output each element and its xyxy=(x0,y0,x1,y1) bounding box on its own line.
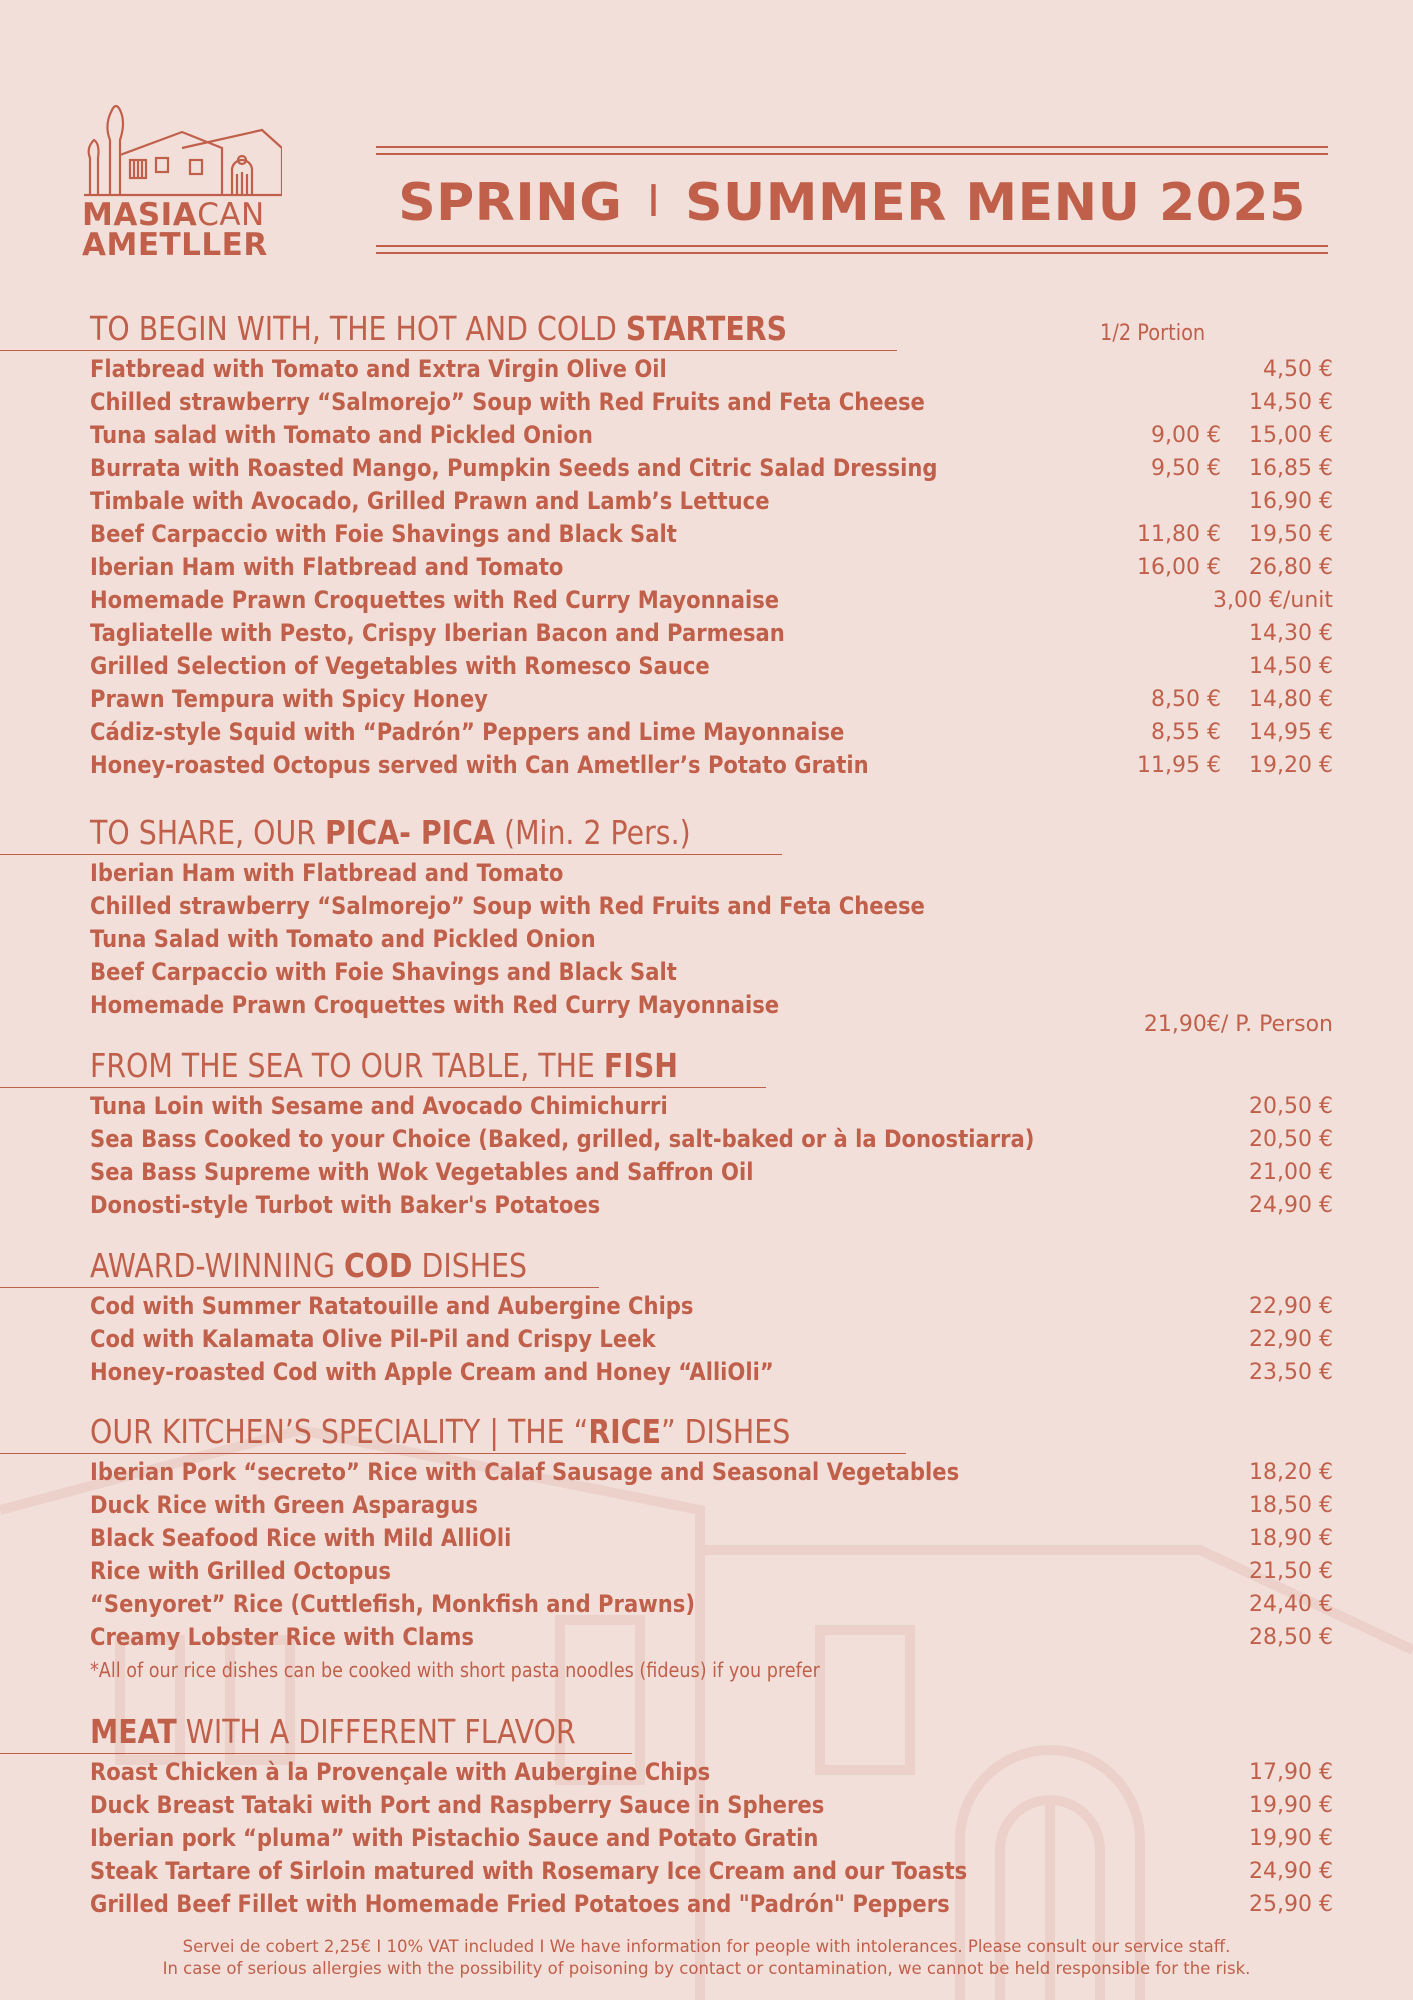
section-title-rice xyxy=(90,1412,790,1452)
section-title-text: TO SHARE, OUR xyxy=(90,813,326,852)
menu-item-row xyxy=(0,1323,1413,1356)
full-price: 16,85 € xyxy=(1249,456,1333,481)
dish-name: Timbale with Avocado, Grilled Prawn and Lamb’s Lettuce xyxy=(90,487,770,515)
dish-name: Beef Carpaccio with Foie Shavings and Black Salt xyxy=(90,958,677,986)
title-rule-bottom xyxy=(376,245,1328,247)
half-portion-price: 9,00 € xyxy=(1151,423,1221,448)
section-title-text: TO BEGIN WITH, THE HOT AND COLD xyxy=(90,309,626,348)
menu-item-row xyxy=(0,353,1413,386)
menu-item-row xyxy=(0,386,1413,419)
menu-item-row xyxy=(0,1888,1413,1921)
section-rule xyxy=(0,1753,632,1754)
dish-name: Iberian Ham with Flatbread and Tomato xyxy=(90,859,564,887)
footer-line-2: In case of serious allergies with the possibility of poisoning by contact or contamination, we cannot be held responsible for the risk. xyxy=(162,1959,1251,1978)
menu-item-row xyxy=(0,518,1413,551)
full-price: 20,50 € xyxy=(1249,1127,1333,1152)
title-rule-top xyxy=(376,146,1328,148)
dish-name: Roast Chicken à la Provençale with Aubergine Chips xyxy=(90,1758,711,1786)
menu-item-row xyxy=(0,1456,1413,1489)
dish-name: Flatbread with Tomato and Extra Virgin Olive Oil xyxy=(90,355,667,383)
dish-name: Grilled Beef Fillet with Homemade Fried Potatoes and "Padrón" Peppers xyxy=(90,1890,950,1918)
full-price: 18,90 € xyxy=(1249,1526,1333,1551)
section-title-bold: PICA- PICA xyxy=(325,813,495,852)
logo-wordmark xyxy=(82,197,292,263)
section-title-cod xyxy=(90,1246,527,1286)
menu-item-row xyxy=(0,1290,1413,1323)
menu-item-row xyxy=(0,857,1413,890)
dish-name: Grilled Selection of Vegetables with Romesco Sauce xyxy=(90,652,710,680)
section-title-text-2: ” DISHES xyxy=(660,1412,791,1451)
section-title-pica-pica xyxy=(90,813,691,853)
dish-name: Chilled strawberry “Salmorejo” Soup with Red Fruits and Feta Cheese xyxy=(90,892,925,920)
dish-name: Steak Tartare of Sirloin matured with Rosemary Ice Cream and our Toasts xyxy=(90,1857,968,1885)
section-pica-pica xyxy=(0,813,1413,1037)
section-title-text-2: (Min. 2 Pers.) xyxy=(494,813,691,852)
dish-name: Cod with Summer Ratatouille and Aubergine Chips xyxy=(90,1292,694,1320)
dish-name: Homemade Prawn Croquettes with Red Curry Mayonnaise xyxy=(90,586,780,614)
full-price: 18,50 € xyxy=(1249,1493,1333,1518)
section-rice xyxy=(0,1412,1413,1686)
dish-name: Beef Carpaccio with Foie Shavings and Black Salt xyxy=(90,520,677,548)
dish-name: Iberian pork “pluma” with Pistachio Sauce and Potato Gratin xyxy=(90,1824,819,1852)
section-cod xyxy=(0,1246,1413,1389)
full-price: 3,00 €/unit xyxy=(1212,588,1333,613)
footer-notes xyxy=(0,1936,1413,1980)
full-price: 25,90 € xyxy=(1249,1892,1333,1917)
menu-item-row xyxy=(0,1621,1413,1654)
title-part-1: SPRING xyxy=(398,173,623,233)
menu-item-row xyxy=(0,683,1413,716)
menu-item-row xyxy=(0,1822,1413,1855)
logo-word-masia: MASIA xyxy=(82,197,198,233)
section-title-text: AWARD-WINNING xyxy=(90,1246,344,1285)
dish-name: Sea Bass Cooked to your Choice (Baked, grilled, salt-baked or à la Donostiarra) xyxy=(90,1125,1035,1153)
full-price: 16,90 € xyxy=(1249,489,1333,514)
menu-item-row xyxy=(0,650,1413,683)
full-price: 14,80 € xyxy=(1249,687,1333,712)
full-price: 19,20 € xyxy=(1249,753,1333,778)
dish-name: Iberian Ham with Flatbread and Tomato xyxy=(90,553,564,581)
dish-name: Iberian Pork “secreto” Rice with Calaf Sausage and Seasonal Vegetables xyxy=(90,1458,960,1486)
title-rule-bottom-2 xyxy=(376,252,1328,254)
section-title-bold: STARTERS xyxy=(625,309,788,348)
section-title-bold: MEAT xyxy=(90,1712,177,1751)
dish-name: Honey-roasted Cod with Apple Cream and Honey “AlliOli” xyxy=(90,1358,774,1386)
menu-item-row xyxy=(0,890,1413,923)
menu-item-row xyxy=(0,1588,1413,1621)
dish-name: Homemade Prawn Croquettes with Red Curry Mayonnaise xyxy=(90,991,780,1019)
full-price: 26,80 € xyxy=(1249,555,1333,580)
section-rule xyxy=(0,854,782,855)
section-meat xyxy=(0,1712,1413,1921)
menu-item-row xyxy=(0,956,1413,989)
menu-item-row xyxy=(0,716,1413,749)
full-price: 14,95 € xyxy=(1249,720,1333,745)
dish-name: “Senyoret” Rice (Cuttlefish, Monkfish and Prawns) xyxy=(90,1590,695,1618)
dish-name: Cádiz-style Squid with “Padrón” Peppers and Lime Mayonnaise xyxy=(90,718,845,746)
section-title-fish xyxy=(90,1046,678,1086)
full-price: 14,50 € xyxy=(1249,390,1333,415)
dish-name: Donosti-style Turbot with Baker's Potatoes xyxy=(90,1191,601,1219)
cod-list xyxy=(0,1290,1413,1389)
section-title-bold: FISH xyxy=(603,1046,679,1085)
full-price: 21,00 € xyxy=(1249,1160,1333,1185)
section-title-text: WITH A DIFFERENT FLAVOR xyxy=(176,1712,576,1751)
dish-name: Black Seafood Rice with Mild AlliOli xyxy=(90,1524,512,1552)
dish-name: Prawn Tempura with Spicy Honey xyxy=(90,685,488,713)
full-price: 17,90 € xyxy=(1249,1760,1333,1785)
menu-item-row xyxy=(0,485,1413,518)
full-price: 20,50 € xyxy=(1249,1094,1333,1119)
menu-title-block xyxy=(376,146,1328,259)
section-title-text-2: DISHES xyxy=(412,1246,528,1285)
menu-item-row xyxy=(0,749,1413,782)
full-price: 21,50 € xyxy=(1249,1559,1333,1584)
section-title-meat xyxy=(90,1712,576,1752)
full-price: 24,90 € xyxy=(1249,1859,1333,1884)
farmhouse-logo-icon xyxy=(82,100,282,198)
full-price: 19,90 € xyxy=(1249,1793,1333,1818)
rice-note: *All of our rice dishes can be cooked with short pasta noodles (fideus) if you prefer xyxy=(90,1658,820,1682)
title-part-2: SUMMER MENU 2025 xyxy=(685,173,1306,233)
full-price: 28,50 € xyxy=(1249,1625,1333,1650)
section-title-text: OUR KITCHEN’S SPECIALITY | THE “ xyxy=(90,1412,589,1451)
menu-item-row xyxy=(0,1189,1413,1222)
menu-item-row xyxy=(0,419,1413,452)
dish-name: Rice with Grilled Octopus xyxy=(90,1557,392,1585)
masia-can-ametller-logo xyxy=(82,100,292,263)
section-title-starters xyxy=(90,309,787,349)
full-price: 24,90 € xyxy=(1249,1193,1333,1218)
title-separator: I xyxy=(646,176,661,227)
section-title-bold: RICE xyxy=(588,1412,661,1451)
logo-word-ametller: AMETLLER xyxy=(82,227,268,263)
full-price: 23,50 € xyxy=(1249,1360,1333,1385)
pica-pica-list xyxy=(0,857,1413,1022)
section-rule xyxy=(0,1287,599,1288)
menu-item-row xyxy=(0,617,1413,650)
full-price: 22,90 € xyxy=(1249,1327,1333,1352)
menu-item-row xyxy=(0,584,1413,617)
dish-name: Tuna salad with Tomato and Pickled Onion xyxy=(90,421,593,449)
full-price: 19,90 € xyxy=(1249,1826,1333,1851)
meat-list xyxy=(0,1756,1413,1921)
dish-name: Chilled strawberry “Salmorejo” Soup with Red Fruits and Feta Cheese xyxy=(90,388,925,416)
menu-item-row xyxy=(0,1555,1413,1588)
menu-item-row xyxy=(0,1855,1413,1888)
section-rule xyxy=(0,350,897,351)
menu-item-row xyxy=(0,1356,1413,1389)
dish-name: Duck Breast Tataki with Port and Raspberry Sauce in Spheres xyxy=(90,1791,825,1819)
menu-title xyxy=(376,173,1328,233)
footer-line-1: Servei de cobert 2,25€ I 10% VAT included I We have information for people with intolerances. Please consult our service staff. xyxy=(182,1937,1231,1956)
full-price: 19,50 € xyxy=(1249,522,1333,547)
full-price: 14,30 € xyxy=(1249,621,1333,646)
dish-name: Honey-roasted Octopus served with Can Ametller’s Potato Gratin xyxy=(90,751,869,779)
section-title-text: FROM THE SEA TO OUR TABLE, THE xyxy=(90,1046,604,1085)
full-price: 24,40 € xyxy=(1249,1592,1333,1617)
menu-item-row xyxy=(0,1156,1413,1189)
menu-item-row xyxy=(0,1789,1413,1822)
half-portion-price: 8,55 € xyxy=(1151,720,1221,745)
section-fish xyxy=(0,1046,1413,1222)
section-starters xyxy=(0,309,1413,782)
menu-item-row xyxy=(0,1522,1413,1555)
pica-pica-price: 21,90€/ P. Person xyxy=(1143,1012,1333,1037)
menu-item-row xyxy=(0,923,1413,956)
title-rule-top-2 xyxy=(376,153,1328,155)
menu-item-row xyxy=(0,452,1413,485)
menu-item-row xyxy=(0,1123,1413,1156)
fish-list xyxy=(0,1090,1413,1222)
section-rule xyxy=(0,1087,766,1088)
menu-item-row xyxy=(0,551,1413,584)
dish-name: Tuna Salad with Tomato and Pickled Onion xyxy=(90,925,596,953)
logo-word-can: CAN xyxy=(197,197,265,233)
half-portion-price: 16,00 € xyxy=(1137,555,1221,580)
half-portion-price: 11,95 € xyxy=(1137,753,1221,778)
half-portion-price: 9,50 € xyxy=(1151,456,1221,481)
full-price: 18,20 € xyxy=(1249,1460,1333,1485)
dish-name: Burrata with Roasted Mango, Pumpkin Seeds and Citric Salad Dressing xyxy=(90,454,938,482)
rice-list xyxy=(0,1456,1413,1654)
half-portion-price: 11,80 € xyxy=(1137,522,1221,547)
full-price: 22,90 € xyxy=(1249,1294,1333,1319)
starters-list xyxy=(0,353,1413,782)
dish-name: Creamy Lobster Rice with Clams xyxy=(90,1623,474,1651)
menu-item-row xyxy=(0,1756,1413,1789)
dish-name: Sea Bass Supreme with Wok Vegetables and Saffron Oil xyxy=(90,1158,754,1186)
full-price: 4,50 € xyxy=(1263,357,1333,382)
menu-item-row xyxy=(0,1489,1413,1522)
section-title-bold: COD xyxy=(343,1246,413,1285)
full-price: 14,50 € xyxy=(1249,654,1333,679)
dish-name: Tuna Loin with Sesame and Avocado Chimichurri xyxy=(90,1092,668,1120)
half-portion-label: 1/2 Portion xyxy=(1100,321,1206,346)
section-rule xyxy=(0,1453,906,1454)
menu-item-row xyxy=(0,1090,1413,1123)
half-portion-price: 8,50 € xyxy=(1151,687,1221,712)
dish-name: Cod with Kalamata Olive Pil-Pil and Crispy Leek xyxy=(90,1325,656,1353)
dish-name: Duck Rice with Green Asparagus xyxy=(90,1491,478,1519)
full-price: 15,00 € xyxy=(1249,423,1333,448)
dish-name: Tagliatelle with Pesto, Crispy Iberian Bacon and Parmesan xyxy=(90,619,785,647)
